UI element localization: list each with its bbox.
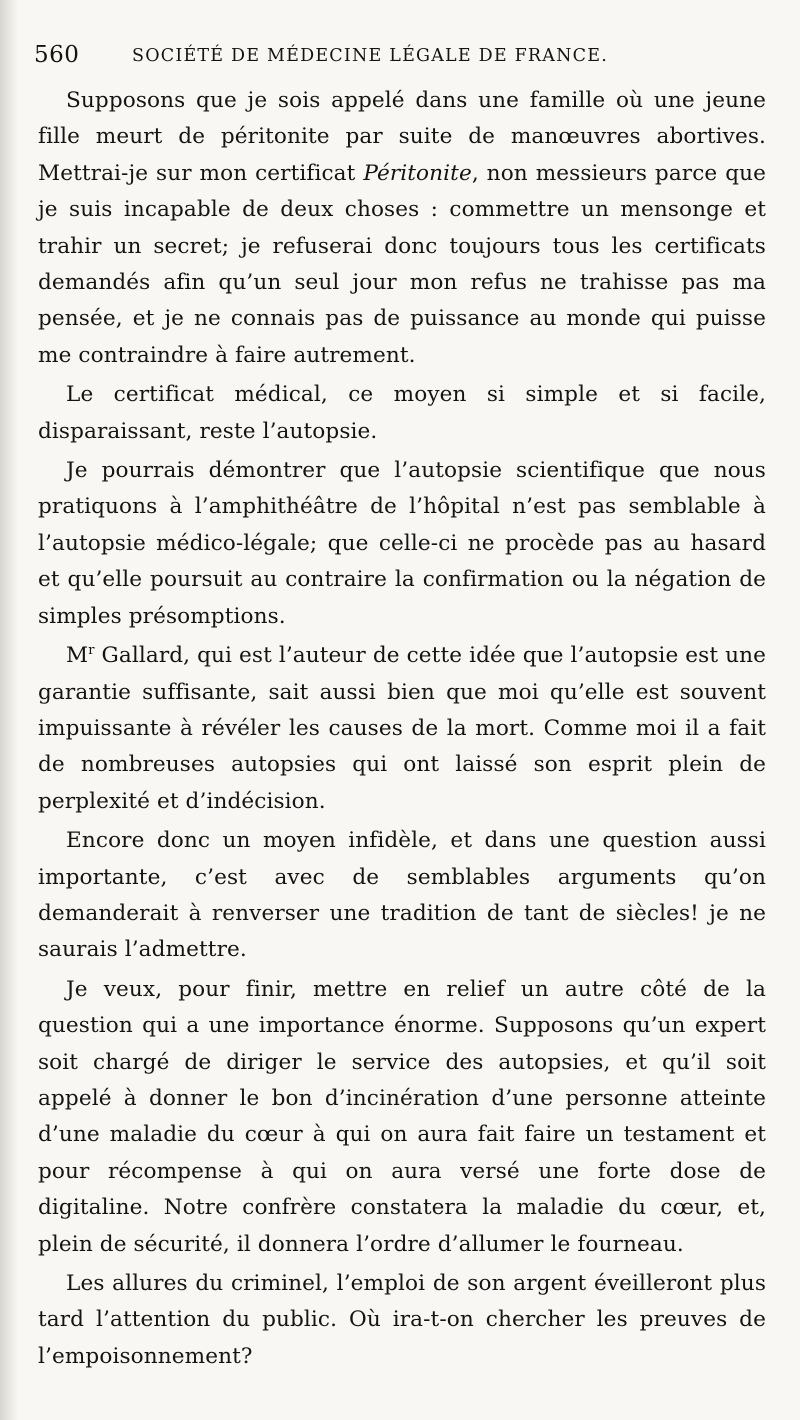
- paragraph-1-italic-term: Péritonite: [363, 160, 472, 186]
- paragraph-4-title-prefix: M: [66, 643, 89, 669]
- paragraph-1-text-end: , non messieurs parce que je suis incapable de deux choses : commettre un mensonge et trahir un secret; je refuserai donc toujours tous les certificats demandés afin qu’un seul jour mon refus ne trahisse pas ma pensée, et je ne connais pas de puissance au monde qui puisse me contraindre à faire autrement.: [38, 160, 766, 368]
- paragraph-2: Le certificat médical, ce moyen si simple et si facile, disparaissant, reste l’autopsie.: [38, 382, 766, 444]
- paragraph-1: [38, 83, 766, 374]
- paragraph-4: [38, 638, 766, 820]
- paragraph-4-text: Gallard, qui est l’auteur de cette idée que l’autopsie est une garantie suffisante, sait aussi bien que moi qu’elle est souvent impuissante à révéler les causes de la mort. Comme moi il a fait de nombreuses autopsies qui ont laissé son esprit plein de perplexité et d’indécision.: [38, 643, 766, 814]
- running-head: SOCIÉTÉ DE MÉDECINE LÉGALE DE FRANCE.: [132, 46, 608, 66]
- page-number: 560: [34, 42, 80, 68]
- page-header: [32, 40, 760, 76]
- paragraph-4-title-superscript: r: [88, 642, 95, 658]
- paragraph-3: Je pourrais démontrer que l’autopsie scientifique que nous pratiquons à l’amphithéâtre de l’hôpital n’est pas semblable à l’autopsie médico-légale; que celle-ci ne procède pas au hasard et qu’elle poursuit au contraire la confirmation ou la négation de simples présomptions.: [38, 458, 766, 629]
- page-edge-shadow: [0, 0, 18, 1420]
- paragraph-1-text-start: Supposons que je sois appelé dans une famille où une jeune fille meurt de péritonite par suite de manœuvres abortives. Mettrai-je sur mon certificat: [38, 88, 766, 186]
- paragraph-6: Je veux, pour finir, mettre en relief un autre côté de la question qui a une importance énorme. Supposons qu’un expert soit chargé de diriger le service des autopsies, et qu’il soit appelé à donner le bon d’incinération d’une personne atteinte d’une maladie du cœur à qui on aura fait faire un testament et pour récompense à qui on aura versé une forte dose de digitaline. Notre confrère constatera la maladie du cœur, et, plein de sécurité, il donnera l’ordre d’allumer le fourneau.: [38, 976, 766, 1257]
- paragraph-5: Encore donc un moyen infidèle, et dans une question aussi importante, c’est avec de semblables arguments qu’on demanderait à renverser une tradition de tant de siècles! je ne saurais l’admettre.: [38, 828, 766, 963]
- page-body: [38, 83, 766, 1375]
- paragraph-7: Les allures du criminel, l’emploi de son argent éveilleront plus tard l’attention du public. Où ira-t-on chercher les preuves de l’empoisonnement?: [38, 1271, 766, 1369]
